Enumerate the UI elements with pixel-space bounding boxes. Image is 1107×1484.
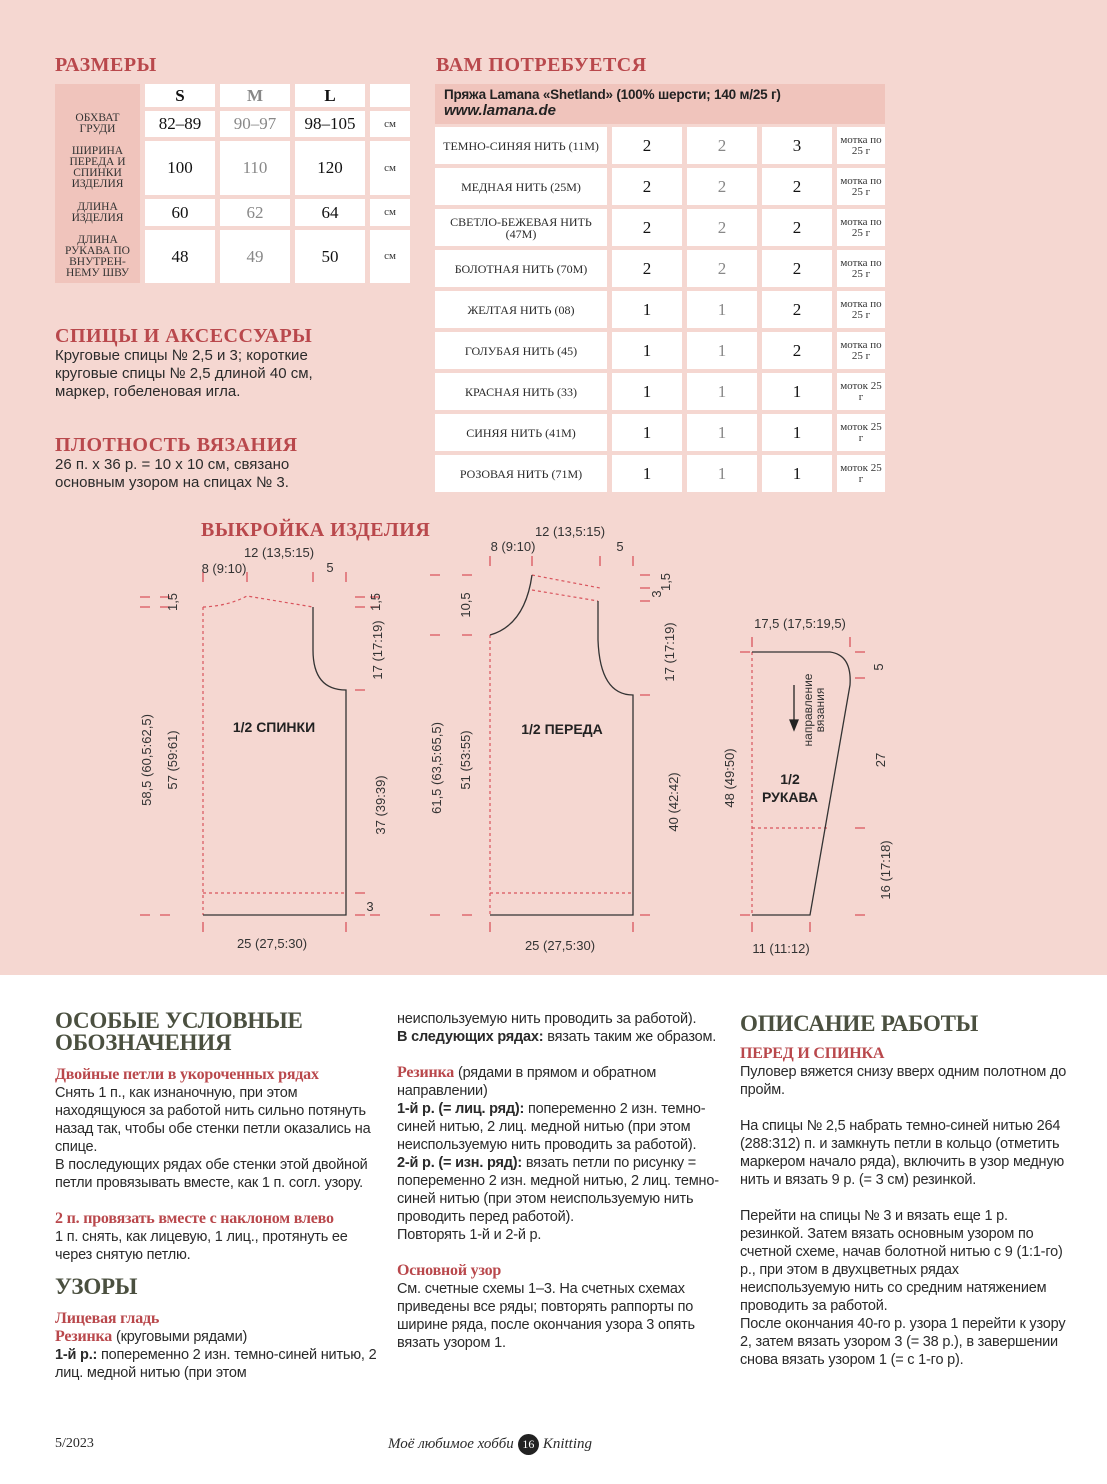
k2tog-left-text: 1 п. снять, как лицевую, 1 лиц., протянуть ее через снятую петлю. bbox=[55, 1229, 348, 1263]
back-side-length: 37 (39:39) bbox=[373, 775, 388, 835]
back-shoulder-drop: 1,5 bbox=[368, 592, 383, 612]
rib-round-row1-text: попеременно 2 изн. темно-синей нитью, 2 лиц. медной нитью (при этом bbox=[55, 1347, 377, 1381]
size-value: 60 bbox=[145, 199, 215, 226]
size-value: 120 bbox=[295, 141, 365, 195]
needles-text: Круговые спицы № 2,5 и 3; короткие круговые спицы № 2,5 длиной 40 см, маркер, гобеленовая игла. bbox=[55, 347, 313, 400]
yarn-quantity: 1 bbox=[762, 455, 832, 492]
knitting-direction bbox=[801, 673, 827, 746]
yarn-color-name: ТЕМНО-СИНЯЯ НИТЬ (11M) bbox=[435, 127, 607, 164]
rib-flat-note: (рядами в прямом и обратном направлении) bbox=[397, 1065, 657, 1099]
size-header-s: S bbox=[145, 84, 215, 107]
yarn-color-name: МЕДНАЯ НИТЬ (25M) bbox=[435, 168, 607, 205]
yarn-quantity: 2 bbox=[762, 209, 832, 246]
yarn-quantity: 1 bbox=[612, 291, 682, 328]
rib-round-note: (круговыми рядами) bbox=[112, 1329, 248, 1345]
sizes-title: РАЗМЕРЫ bbox=[55, 54, 157, 76]
back-neck-depth: 1,5 bbox=[165, 592, 180, 612]
front-width: 25 (27,5:30) bbox=[524, 938, 596, 953]
sleeve-cuff: 16 (17:18) bbox=[878, 840, 893, 900]
yarn-color-name: СВЕТЛО-БЕЖЕВАЯ НИТЬ (47M) bbox=[435, 209, 607, 246]
yarn-unit: мотка по 25 г bbox=[837, 168, 885, 205]
yarn-quantity: 2 bbox=[687, 209, 757, 246]
yarn-quantity: 2 bbox=[762, 291, 832, 328]
front-shoulder-total: 12 (13,5:15) bbox=[534, 524, 606, 539]
yarn-unit: мотка по 25 г bbox=[837, 291, 885, 328]
magazine-footer bbox=[388, 1434, 592, 1455]
size-row-label: ДЛИНА РУКАВА ПО ВНУТРЕН-НЕМУ ШВУ bbox=[55, 230, 140, 283]
yarn-quantity: 3 bbox=[762, 127, 832, 164]
front-center-length: 51 (53:55) bbox=[458, 730, 473, 790]
yarn-quantity: 2 bbox=[762, 332, 832, 369]
rib-flat-row1-label: 1-й р. (= лиц. ряд): bbox=[397, 1101, 525, 1117]
front-title: 1/2 ПЕРЕДА bbox=[521, 721, 603, 737]
back-shoulder-total: 12 (13,5:15) bbox=[243, 545, 315, 560]
next-rows-text: вязать таким же образом. bbox=[543, 1029, 717, 1045]
size-value: 90–97 bbox=[220, 111, 290, 137]
dashed-lines bbox=[203, 572, 827, 915]
size-value: 50 bbox=[295, 230, 365, 283]
front-shoulder-extra: 3 bbox=[649, 590, 664, 598]
rib-flat-row1-text: попеременно 2 изн. темно-синей нитью, 2 лиц. медной нитью (при этом неиспользуемую нить проводить за работой). bbox=[397, 1101, 706, 1153]
instructions-title: ОПИСАНИЕ РАБОТЫ bbox=[740, 1011, 979, 1036]
double-stitch-text-1: Снять 1 п., как изнаночную, при этом находящуюся за работой нить сильно потянуть назад так, чтобы обе стенки петли оказались на спице. bbox=[55, 1085, 371, 1155]
size-value: 98–105 bbox=[295, 111, 365, 137]
yarn-unit: мотка по 25 г bbox=[837, 127, 885, 164]
front-side-length: 40 (42:42) bbox=[666, 772, 681, 832]
next-rows bbox=[397, 1028, 719, 1046]
size-unit: см bbox=[370, 230, 410, 283]
front-neck-depth: 10,5 bbox=[458, 592, 473, 618]
yarn-quantity: 2 bbox=[612, 209, 682, 246]
magazine-name: Моё любимое хобби bbox=[388, 1436, 514, 1452]
issue-number: 5/2023 bbox=[55, 1436, 94, 1451]
instructions-p2: На спицы № 2,5 набрать темно-синей нитью 264 (288:312) п. и замкнуть петли в кольцо (отметить маркером начало ряда), включить в узор медную нить и вязать 9 р. (= 3 см) резинкой. bbox=[740, 1118, 1065, 1188]
yarn-color-name: БОЛОТНАЯ НИТЬ (70M) bbox=[435, 250, 607, 287]
front-neck-width: 8 (9:10) bbox=[490, 539, 536, 554]
yarn-quantity: 1 bbox=[687, 291, 757, 328]
knitting-direction-line-2: вязания bbox=[813, 687, 827, 733]
yarn-quantity: 1 bbox=[612, 455, 682, 492]
instructions-p3: Перейти на спицы № 3 и вязать еще 1 р. резинкой. Затем вязать основным узором по счетной схеме, начав болотной нитью с 9 (1:1-го) р., при этом в двухцветных рядах неиспользуемую нить со средним натяжением проводить за работой. bbox=[740, 1208, 1063, 1314]
main-pattern-text: См. счетные схемы 1–3. На счетных схемах приведены все ряды; повторять раппорты по ширине ряда, после окончания узора 3 опять вязать узором 1. bbox=[397, 1281, 695, 1351]
back-title: 1/2 СПИНКИ bbox=[232, 719, 316, 735]
sleeve-length: 48 (49:50) bbox=[722, 748, 737, 808]
front-armhole-width: 5 bbox=[616, 539, 624, 554]
rib-flat-label: Резинка bbox=[397, 1064, 455, 1081]
size-row-label: ШИРИНА ПЕРЕДА И СПИНКИ ИЗДЕЛИЯ bbox=[55, 141, 140, 195]
special-title: ОСОБЫЕ УСЛОВНЫЕ ОБОЗНАЧЕНИЯ bbox=[55, 1008, 303, 1055]
knitting-direction-line-1: направление bbox=[801, 673, 815, 747]
sleeve-bottom-width: 11 (11:12) bbox=[752, 941, 810, 956]
yarn-quantity: 2 bbox=[612, 168, 682, 205]
back-rib: 3 bbox=[366, 899, 374, 914]
yarn-quantity: 2 bbox=[612, 127, 682, 164]
yarn-unit: мотка по 25 г bbox=[837, 209, 885, 246]
materials-title: ВАМ ПОТРЕБУЕТСЯ bbox=[436, 54, 647, 76]
schematic-title: ВЫКРОЙКА ИЗДЕЛИЯ bbox=[201, 519, 431, 541]
rib-flat-row1 bbox=[397, 1100, 719, 1154]
yarn-url[interactable]: www.lamana.de bbox=[444, 102, 556, 119]
next-rows-label: В следующих рядах: bbox=[397, 1029, 544, 1045]
rib-round-row1 bbox=[55, 1346, 385, 1382]
yarn-quantity: 2 bbox=[612, 250, 682, 287]
sleeve-cap: 5 bbox=[871, 663, 886, 671]
back-center-length: 57 (59:61) bbox=[165, 730, 180, 790]
rib-round-row1-label: 1-й р.: bbox=[55, 1347, 98, 1363]
instructions-column bbox=[740, 1013, 1070, 1369]
dimension-ticks bbox=[140, 556, 865, 932]
front-total-length: 61,5 (63,5:65,5) bbox=[429, 722, 444, 814]
size-value: 48 bbox=[145, 230, 215, 283]
size-value: 82–89 bbox=[145, 111, 215, 137]
sleeve-upper: 27 bbox=[873, 752, 888, 768]
size-unit: см bbox=[370, 199, 410, 226]
double-stitch-title: Двойные петли в укороченных рядах bbox=[55, 1066, 319, 1083]
yarn-quantity: 2 bbox=[687, 168, 757, 205]
back-armhole-width: 5 bbox=[326, 560, 334, 575]
k2tog-left-title: 2 п. провязать вместе с наклоном влево bbox=[55, 1210, 334, 1227]
rib-flat-row2-text: вязать петли по рисунку = попеременно 2 изн. медной нитью, 2 лиц. темно-синей нитью (при этом неиспользуемую нить проводить перед работой). bbox=[397, 1155, 719, 1225]
yarn-name: Пряжа Lamana «Shetland» (100% шерсти; 140 м/25 г) bbox=[444, 87, 781, 102]
back-armhole-height: 17 (17:19) bbox=[370, 620, 385, 680]
gauge-text: 26 п. х 36 р. = 10 х 10 см, связано основным узором на спицах № 3. bbox=[55, 456, 290, 491]
front-back-title: ПЕРЕД И СПИНКА bbox=[740, 1045, 885, 1062]
size-row-label: ДЛИНА ИЗДЕЛИЯ bbox=[55, 199, 140, 226]
rib-round-label: Резинка bbox=[55, 1328, 113, 1345]
yarn-quantity: 2 bbox=[687, 127, 757, 164]
section-name: Knitting bbox=[542, 1436, 592, 1452]
needles-title: СПИЦЫ И АКСЕССУАРЫ bbox=[55, 325, 313, 347]
yarn-unit: мотка по 25 г bbox=[837, 332, 885, 369]
page-number: 16 bbox=[518, 1434, 539, 1455]
rib-flat-row2-label: 2-й р. (= изн. ряд): bbox=[397, 1155, 522, 1171]
front-armhole-height: 17 (17:19) bbox=[662, 622, 677, 682]
yarn-quantity: 1 bbox=[612, 373, 682, 410]
yarn-quantity: 1 bbox=[687, 455, 757, 492]
rib-flat-row2 bbox=[397, 1154, 719, 1226]
patterns-title: УЗОРЫ bbox=[55, 1274, 138, 1299]
size-value: 64 bbox=[295, 199, 365, 226]
yarn-color-name: ЖЕЛТАЯ НИТЬ (08) bbox=[435, 291, 607, 328]
size-value: 100 bbox=[145, 141, 215, 195]
instructions-p1: Пуловер вяжется снизу вверх одним полотном до пройм. bbox=[740, 1064, 1067, 1098]
patterns-column bbox=[397, 1010, 719, 1352]
yarn-unit: мотка по 25 г bbox=[837, 250, 885, 287]
yarn-quantity: 1 bbox=[762, 414, 832, 451]
rib-flat-repeat: Повторять 1-й и 2-й р. bbox=[397, 1227, 542, 1243]
direction-arrow-icon bbox=[790, 685, 798, 730]
main-pattern-title: Основной узор bbox=[397, 1262, 502, 1279]
size-header-l: L bbox=[295, 84, 365, 107]
yarn-quantity: 1 bbox=[687, 373, 757, 410]
size-value: 110 bbox=[220, 141, 290, 195]
rib-flat-heading bbox=[397, 1064, 719, 1100]
back-neck-width: 8 (9:10) bbox=[201, 561, 247, 576]
yarn-quantity: 1 bbox=[687, 414, 757, 451]
stockinette-title: Лицевая гладь bbox=[55, 1310, 160, 1327]
special-column bbox=[55, 1010, 385, 1382]
gauge-title: ПЛОТНОСТЬ ВЯЗАНИЯ bbox=[55, 434, 298, 456]
yarn-color-name: СИНЯЯ НИТЬ (41M) bbox=[435, 414, 607, 451]
yarn-color-name: ГОЛУБАЯ НИТЬ (45) bbox=[435, 332, 607, 369]
yarn-quantity: 1 bbox=[612, 414, 682, 451]
size-unit: см bbox=[370, 111, 410, 137]
rib-round-row1-continued: неиспользуемую нить проводить за работой). bbox=[397, 1011, 697, 1027]
yarn-quantity: 1 bbox=[762, 373, 832, 410]
size-value: 62 bbox=[220, 199, 290, 226]
front-shoulder-drop: 1,5 bbox=[658, 572, 673, 592]
sleeve-top-width: 17,5 (17,5:19,5) bbox=[754, 616, 846, 631]
instructions-p4: После окончания 40-го р. узора 1 перейти к узору 2, затем вязать узором 3 (= 38 р.), в завершении снова вязать узором 1 (= с 1-го р). bbox=[740, 1316, 1066, 1368]
size-row-label: ОБХВАТ ГРУДИ bbox=[55, 111, 140, 137]
double-stitch-text-2: В последующих рядах обе стенки этой двойной петли провязывать вместе, как 1 п. согл. узору. bbox=[55, 1157, 368, 1191]
yarn-unit: моток 25 г bbox=[837, 373, 885, 410]
yarn-unit: моток 25 г bbox=[837, 455, 885, 492]
yarn-quantity: 1 bbox=[612, 332, 682, 369]
solid-outlines bbox=[203, 572, 850, 915]
size-unit: см bbox=[370, 141, 410, 195]
rib-round-heading bbox=[55, 1328, 385, 1346]
yarn-quantity: 2 bbox=[762, 250, 832, 287]
size-header-m: M bbox=[220, 84, 290, 107]
yarn-unit: моток 25 г bbox=[837, 414, 885, 451]
back-total-length: 58,5 (60,5:62,5) bbox=[139, 714, 154, 806]
size-value: 49 bbox=[220, 230, 290, 283]
yarn-quantity: 2 bbox=[762, 168, 832, 205]
yarn-color-name: РОЗОВАЯ НИТЬ (71M) bbox=[435, 455, 607, 492]
yarn-color-name: КРАСНАЯ НИТЬ (33) bbox=[435, 373, 607, 410]
sleeve-title-1: 1/2 bbox=[780, 771, 800, 787]
yarn-quantity: 2 bbox=[687, 250, 757, 287]
yarn-quantity: 1 bbox=[687, 332, 757, 369]
back-width: 25 (27,5:30) bbox=[236, 936, 308, 951]
sleeve-title-2: РУКАВА bbox=[761, 789, 819, 805]
